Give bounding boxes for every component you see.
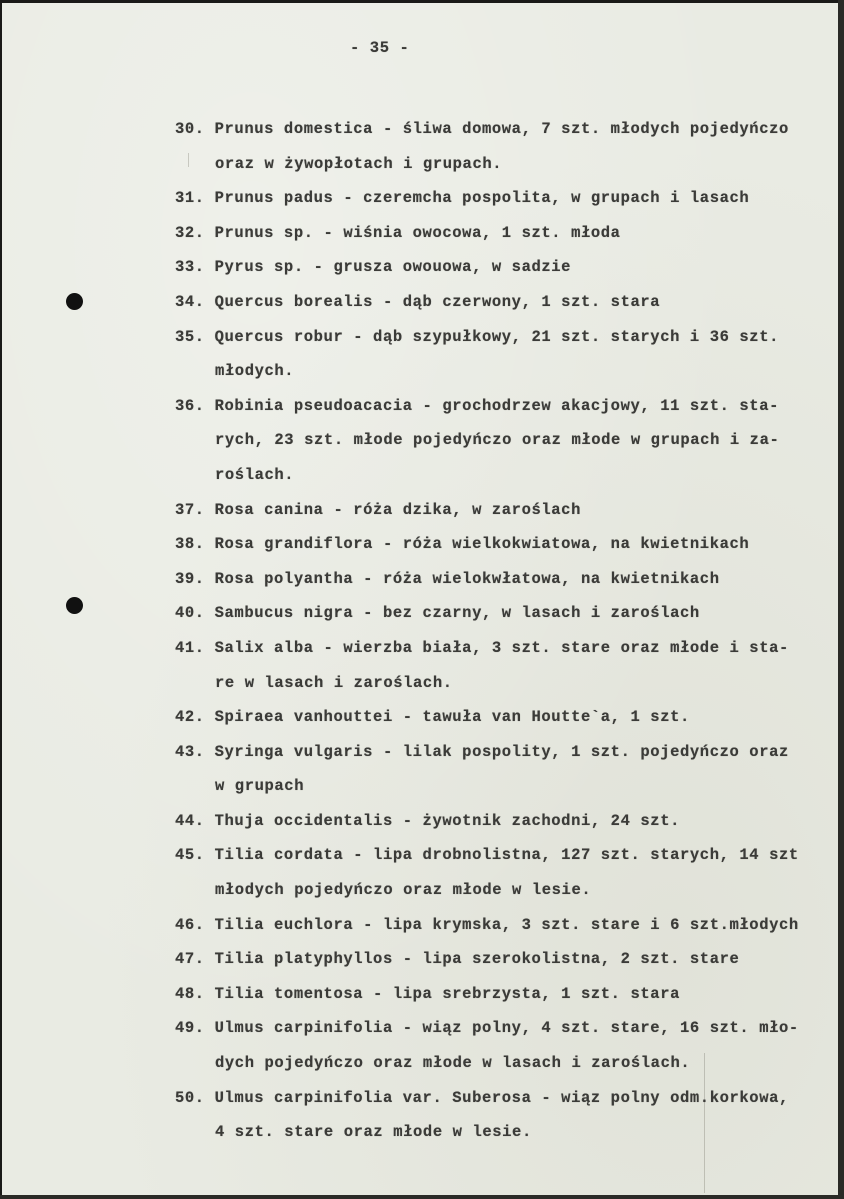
- entry-text: Thuja occidentalis - żywotnik zachodni, 24 szt.: [214, 811, 680, 830]
- entry-number: 42.: [175, 708, 205, 727]
- entry-text-continuation: w grupach: [215, 777, 305, 796]
- entry-number: 48.: [175, 984, 205, 1003]
- entry-text-continuation: młodych.: [215, 362, 295, 381]
- list-item: [175, 705, 835, 740]
- entry-text: Prunus sp. - wiśnia owocowa, 1 szt. młoda: [214, 223, 621, 242]
- entry-number: 43.: [175, 742, 205, 761]
- page-number: - 35 -: [350, 39, 410, 57]
- entry-text: Robinia pseudoacacia - grochodrzew akacjowy, 11 szt. sta-: [214, 396, 780, 415]
- entry-text-continuation: roślach.: [215, 465, 295, 484]
- entry-text: Prunus padus - czeremcha pospolita, w grupach i lasach: [214, 189, 750, 208]
- list-item: [175, 221, 835, 256]
- list-item: [175, 325, 835, 394]
- entry-text: Sambucus nigra - bez czarny, w lasach i zaroślach: [214, 604, 700, 623]
- list-item: [175, 290, 835, 325]
- entry-text: Quercus robur - dąb szypułkowy, 21 szt. starych i 36 szt.: [214, 327, 780, 346]
- entry-number: 50.: [175, 1088, 205, 1107]
- list-item: [175, 913, 835, 948]
- entry-number: 30.: [175, 120, 205, 138]
- species-list: [175, 117, 835, 1155]
- entry-text: Rosa grandiflora - róża wielkokwiatowa, na kwietnikach: [214, 535, 750, 554]
- entry-number: 39.: [175, 569, 205, 588]
- entry-text-continuation: oraz w żywopłotach i grupach.: [215, 154, 503, 173]
- entry-text: Tilia cordata - lipa drobnolistna, 127 szt. starych, 14 szt: [214, 846, 799, 865]
- list-item: [175, 255, 835, 290]
- list-item: [175, 498, 835, 533]
- entry-text: Salix alba - wierzba biała, 3 szt. stare oraz młode i sta-: [214, 638, 789, 657]
- entry-text: Tilia platyphyllos - lipa szerokolistna, 2 szt. stare: [214, 950, 740, 969]
- punch-hole-icon: [66, 293, 83, 310]
- entry-number: 37.: [175, 500, 205, 519]
- entry-number: 33.: [175, 258, 205, 277]
- entry-number: 36.: [175, 396, 205, 415]
- entry-text: Spiraea vanhouttei - tawuła van Houtte`a, 1 szt.: [214, 708, 690, 727]
- entry-number: 34.: [175, 292, 205, 311]
- list-item: [175, 809, 835, 844]
- punch-hole-icon: [66, 597, 83, 614]
- entry-text: Quercus borealis - dąb czerwony, 1 szt. stara: [214, 292, 661, 311]
- list-item: [175, 567, 835, 602]
- entry-number: 44.: [175, 811, 205, 830]
- scan-border-right: [838, 0, 844, 1199]
- list-item: [175, 843, 835, 912]
- entry-number: 40.: [175, 604, 205, 623]
- entry-number: 46.: [175, 915, 205, 934]
- entry-text: Rosa polyantha - róża wielokwłatowa, na kwietnikach: [214, 569, 720, 588]
- entry-text: Ulmus carpinifolia var. Suberosa - wiąz polny odm.korkowa,: [214, 1088, 789, 1107]
- entry-text-continuation: młodych pojedyńczo oraz młode w lesie.: [215, 881, 592, 900]
- entry-number: 47.: [175, 950, 205, 969]
- list-item: [175, 532, 835, 567]
- list-item: [175, 394, 835, 498]
- entry-text: Ulmus carpinifolia - wiąz polny, 4 szt. stare, 16 szt. mło-: [214, 1019, 799, 1038]
- list-item: [175, 117, 835, 186]
- entry-text-continuation: dych pojedyńczo oraz młode w lasach i zaroślach.: [215, 1054, 691, 1073]
- entry-number: 32.: [175, 223, 205, 242]
- list-item: [175, 947, 835, 982]
- entry-number: 31.: [175, 189, 205, 208]
- entry-text: Pyrus sp. - grusza owouowa, w sadzie: [214, 258, 572, 277]
- document-page: [2, 3, 838, 1195]
- entry-number: 35.: [175, 327, 205, 346]
- entry-text: Syringa vulgaris - lilak pospolity, 1 szt. pojedyńczo oraz: [214, 742, 789, 761]
- scan-border-bottom: [0, 1195, 844, 1199]
- entry-text: Rosa canina - róża dzika, w zaroślach: [214, 500, 581, 519]
- entry-number: 49.: [175, 1019, 205, 1038]
- list-item: [175, 982, 835, 1017]
- entry-number: 41.: [175, 638, 205, 657]
- list-item: [175, 186, 835, 221]
- list-item: [175, 601, 835, 636]
- list-item: [175, 636, 835, 705]
- list-item: [175, 1086, 835, 1155]
- entry-text-continuation: rych, 23 szt. młode pojedyńczo oraz młode w grupach i za-: [215, 431, 780, 450]
- entry-text: Prunus domestica - śliwa domowa, 7 szt. młodych pojedyńczo: [214, 120, 789, 138]
- entry-text-continuation: re w lasach i zaroślach.: [215, 673, 453, 692]
- entry-text: Tilia euchlora - lipa krymska, 3 szt. stare i 6 szt.młodych: [214, 915, 799, 934]
- entry-text: Tilia tomentosa - lipa srebrzysta, 1 szt. stara: [214, 984, 680, 1003]
- entry-number: 38.: [175, 535, 205, 554]
- list-item: [175, 740, 835, 809]
- entry-number: 45.: [175, 846, 205, 865]
- list-item: [175, 1016, 835, 1085]
- entry-text-continuation: 4 szt. stare oraz młode w lesie.: [215, 1123, 532, 1142]
